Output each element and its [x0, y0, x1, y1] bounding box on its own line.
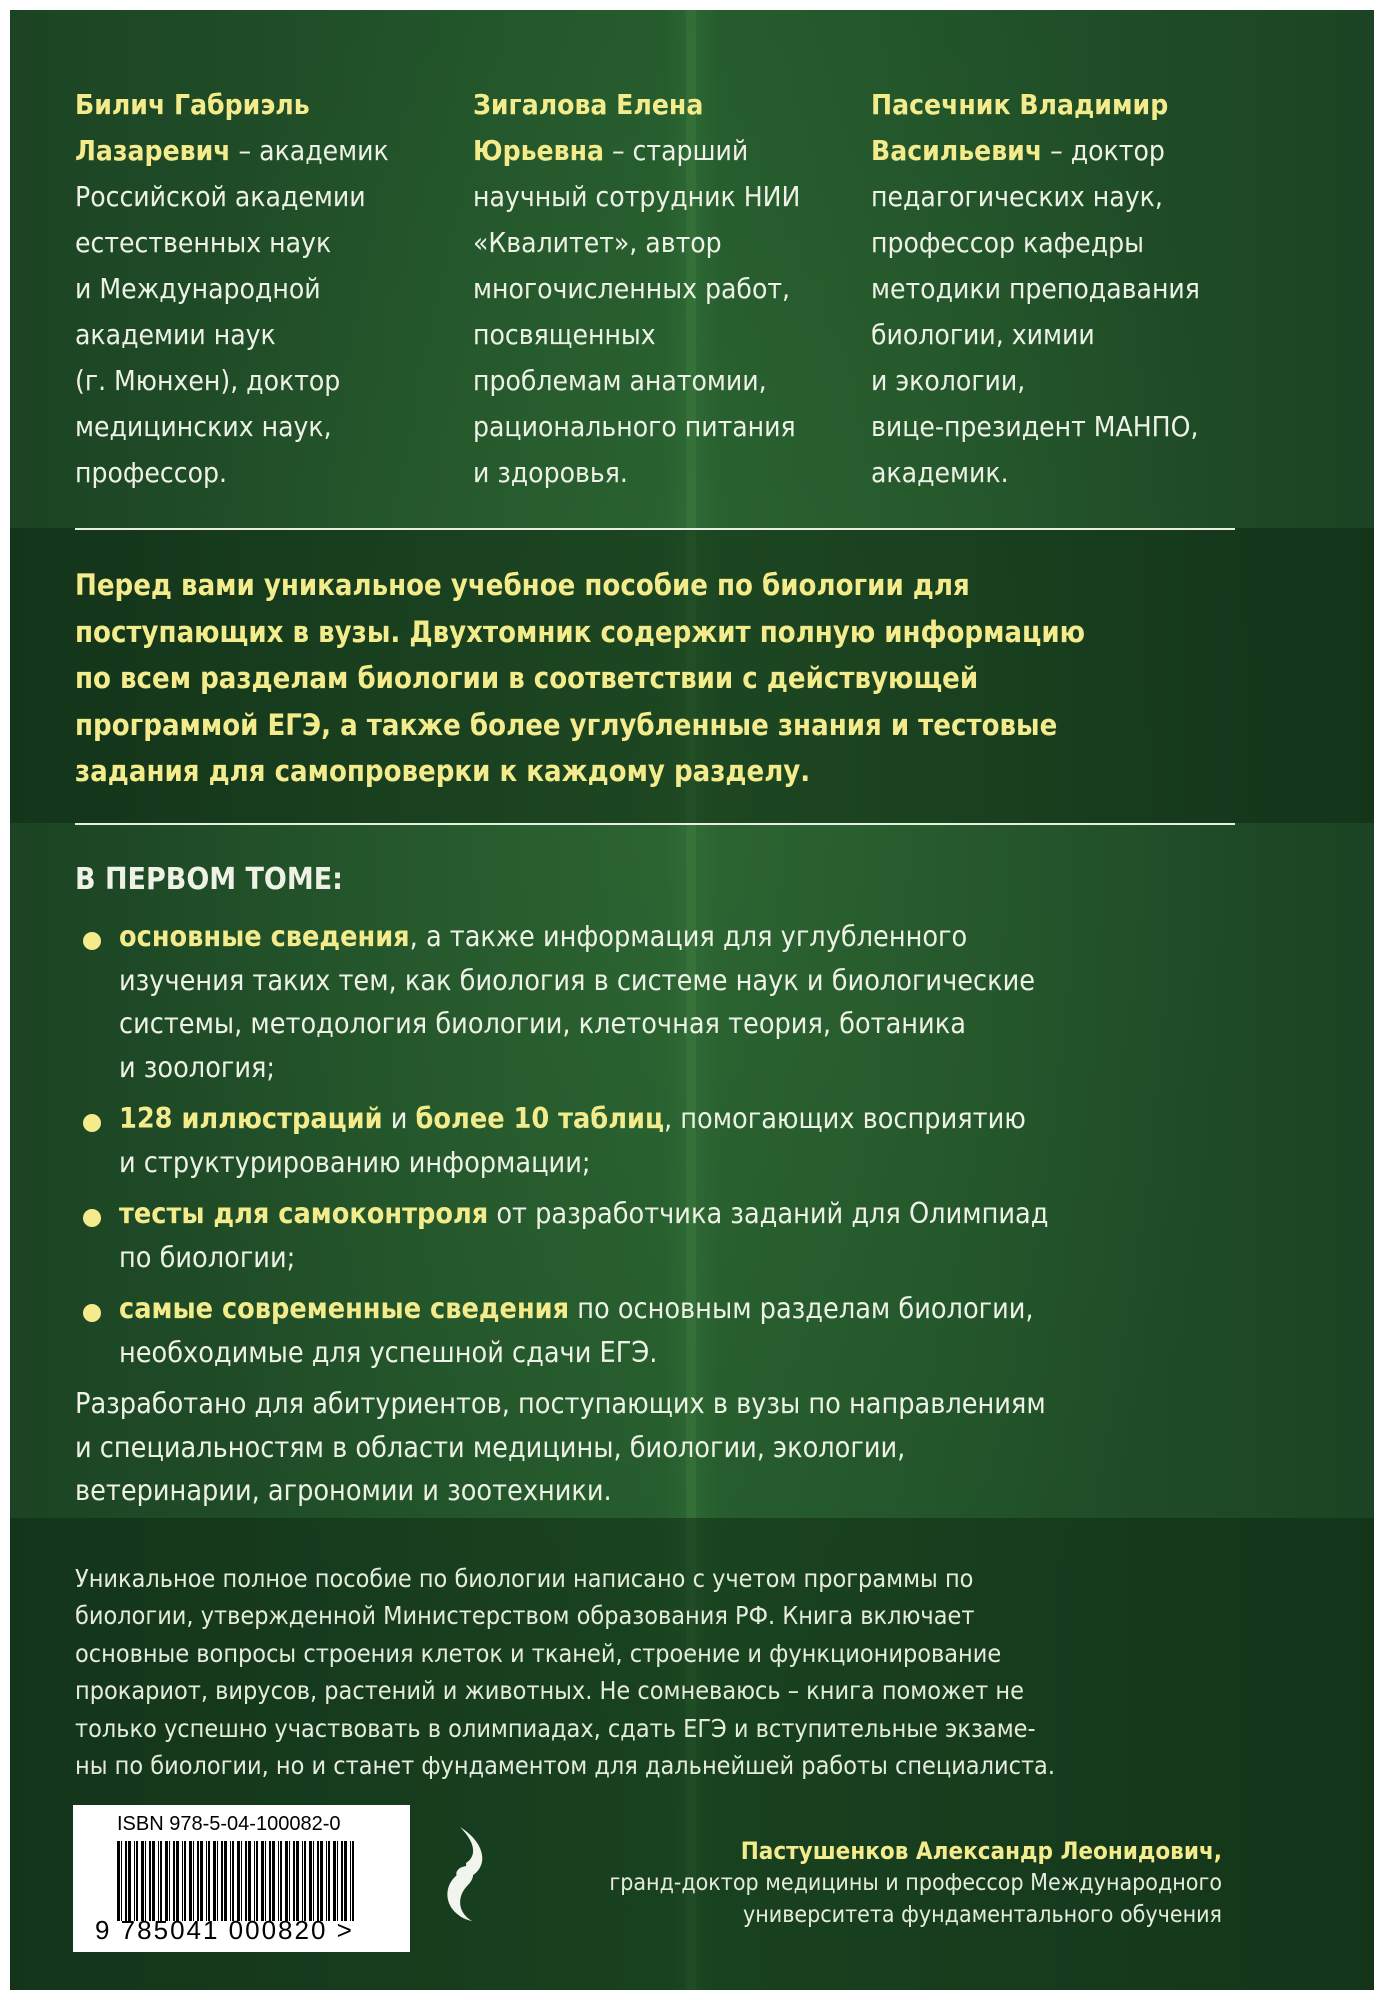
reviewer-name: Пастушенков Александр Леонидович,: [740, 1837, 1222, 1865]
text-line: [871, 358, 1200, 404]
text-segment: профессор кафедры: [871, 226, 1145, 259]
text-line: [75, 404, 389, 450]
feature-list: [75, 915, 1048, 1382]
highlighted-text: 128 иллюстраций: [119, 1102, 383, 1135]
text-segment: необходимые для успешной сдачи ЕГЭ.: [119, 1335, 658, 1369]
barcode-bar: [317, 1841, 319, 1921]
text-line: программой ЕГЭ, а также более углубленные знания и тестовые: [75, 707, 1058, 742]
intro-paragraph: [75, 562, 1085, 795]
audience-paragraph: [75, 1382, 1046, 1513]
text-segment: вице-президент МАНПО,: [871, 410, 1199, 443]
text-line: [119, 959, 1048, 1003]
barcode-bar: [221, 1841, 223, 1921]
text-segment: рационального питания: [473, 410, 796, 443]
barcode-bar: [278, 1841, 279, 1921]
barcode-bar: [213, 1841, 216, 1921]
barcode-bar: [333, 1841, 336, 1921]
text-line: [75, 82, 389, 128]
highlighted-text: самые современные сведения: [119, 1292, 570, 1325]
barcode-bar: [200, 1841, 203, 1921]
text-segment: и Международной: [75, 272, 321, 305]
highlighted-text: Васильевич: [871, 134, 1043, 167]
barcode-bar: [224, 1841, 227, 1921]
barcode-bar: [176, 1841, 179, 1921]
text-segment: – доктор: [1042, 134, 1165, 167]
barcode-bar: [141, 1841, 144, 1921]
text-segment: от разработчика заданий для Олимпиад: [488, 1197, 1049, 1230]
text-segment: медицинских наук,: [75, 410, 332, 443]
text-line: [473, 266, 800, 312]
publisher-logo-icon: [438, 1823, 498, 1923]
bullet-icon: [83, 1304, 101, 1322]
text-segment: естественных наук: [75, 226, 332, 259]
barcode-bar: [184, 1841, 186, 1921]
isbn-label: ISBN 978-5-04-100082-0: [117, 1813, 341, 1835]
text-segment: и: [382, 1102, 416, 1135]
barcode-bar: [280, 1841, 282, 1921]
barcode-bar: [241, 1841, 242, 1921]
barcode-bar: [320, 1841, 323, 1921]
bullet-icon: [83, 1209, 101, 1227]
barcode-bar: [173, 1841, 175, 1921]
text-line: [871, 404, 1200, 450]
barcode-bar: [197, 1841, 199, 1921]
text-line: [119, 1192, 1048, 1236]
text-line: [871, 450, 1200, 496]
text-line: задания для самопроверки к каждому разделу.: [75, 754, 811, 788]
barcode-bar: [182, 1841, 183, 1921]
barcode-bar: [309, 1841, 312, 1921]
barcode-bar: [217, 1841, 218, 1921]
text-line: [75, 220, 389, 266]
barcode-bar: [296, 1841, 299, 1921]
text-segment: (г. Мюнхен), доктор: [75, 364, 341, 397]
barcode-bar: [169, 1841, 170, 1921]
text-line: [473, 220, 800, 266]
barcode-bar: [341, 1841, 343, 1921]
book-back-cover: [10, 10, 1374, 1990]
text-segment: педагогических наук,: [871, 180, 1163, 213]
text-segment: «Квалитет», автор: [473, 226, 722, 259]
barcode-bar: [256, 1841, 258, 1921]
author-bilich: [75, 82, 389, 496]
text-line: [871, 82, 1200, 128]
text-line: биологии, утвержденной Министерством образования РФ. Книга включает: [75, 1601, 975, 1631]
text-line: [119, 1046, 1048, 1090]
highlighted-text: Юрьевна: [473, 134, 604, 167]
barcode-bar: [265, 1841, 266, 1921]
barcode-bar: [128, 1841, 131, 1921]
barcode-bar: [134, 1841, 135, 1921]
barcode-bars: [117, 1841, 377, 1921]
barcode-bar: [145, 1841, 146, 1921]
barcode-bar: [326, 1841, 327, 1921]
barcode-bar: [208, 1841, 210, 1921]
text-segment: биологии, химии: [871, 318, 1095, 351]
text-segment: – академик: [230, 134, 389, 167]
text-segment: изучения таких тем, как биология в системе наук и биологические: [119, 963, 1036, 997]
text-line: [871, 266, 1200, 312]
barcode-bar: [149, 1841, 151, 1921]
text-line: [75, 128, 389, 174]
reviewer-title-line: университета фундаментального обучения: [742, 1902, 1222, 1928]
text-segment: и структурированию информации;: [119, 1145, 591, 1179]
highlighted-text: тесты для самоконтроля: [119, 1197, 489, 1230]
text-line: по всем разделам биологии в соответствии с действующей: [75, 661, 979, 695]
barcode-bar: [160, 1841, 162, 1921]
barcode-bar: [165, 1841, 168, 1921]
barcode-bar: [272, 1841, 275, 1921]
bullet-icon: [83, 1114, 101, 1132]
text-line: [119, 1287, 1048, 1331]
text-line: [75, 358, 389, 404]
text-line: [75, 266, 389, 312]
barcode-bar: [206, 1841, 207, 1921]
barcode-bar: [232, 1841, 234, 1921]
barcode-bar: [285, 1841, 288, 1921]
text-line: [119, 1236, 1048, 1280]
divider: [75, 823, 1235, 825]
text-segment: профессор.: [75, 456, 228, 489]
text-segment: и зоология;: [119, 1050, 276, 1084]
highlighted-text: Зигалова Елена: [473, 88, 704, 121]
text-segment: Российской академии: [75, 180, 366, 213]
text-line: [119, 1097, 1048, 1141]
text-line: и специальностям в области медицины, биологии, экологии,: [75, 1430, 906, 1464]
barcode-bar: [121, 1841, 122, 1921]
section-heading: В ПЕРВОМ ТОМЕ:: [75, 862, 343, 897]
text-segment: и экологии,: [871, 364, 1026, 397]
text-segment: , а также информация для углубленного: [409, 920, 968, 953]
barcode-bar: [125, 1841, 127, 1921]
text-segment: академии наук: [75, 318, 276, 351]
review-paragraph: [75, 1560, 1055, 1784]
divider: [75, 528, 1235, 530]
text-line: [871, 220, 1200, 266]
barcode-bar: [189, 1841, 192, 1921]
barcode-bar: [136, 1841, 138, 1921]
text-segment: научный сотрудник НИИ: [473, 180, 801, 213]
barcode-bar: [344, 1841, 347, 1921]
text-segment: и здоровья.: [473, 456, 628, 489]
barcode-bar: [158, 1841, 159, 1921]
list-item: [75, 915, 1048, 1089]
barcode-bar: [337, 1841, 338, 1921]
barcode-bar: [313, 1841, 314, 1921]
text-line: [473, 128, 800, 174]
text-segment: – старший: [603, 134, 749, 167]
text-line: [119, 1331, 1048, 1375]
text-line: [119, 1002, 1048, 1046]
text-line: [473, 404, 800, 450]
text-line: Разработано для абитуриентов, поступающих в вузы по направлениям: [75, 1387, 1046, 1420]
highlighted-text: Лазаревич: [75, 134, 231, 167]
text-line: [473, 82, 800, 128]
barcode-bar: [293, 1841, 295, 1921]
text-line: [75, 174, 389, 220]
barcode-bar: [352, 1841, 354, 1921]
bullet-icon: [83, 932, 101, 950]
reviewer-signature: [609, 1835, 1222, 1931]
text-line: [871, 128, 1200, 174]
text-line: прокариот, вирусов, растений и животных. Не сомневаюсь – книга поможет не: [75, 1676, 1024, 1706]
text-line: ветеринарии, агрономии и зоотехники.: [75, 1474, 612, 1507]
barcode-bar: [193, 1841, 194, 1921]
barcode-bar: [302, 1841, 303, 1921]
barcode-bar: [152, 1841, 155, 1921]
highlighted-text: основные сведения: [119, 920, 410, 953]
author-pasechnik: [871, 82, 1200, 496]
barcode-bar: [304, 1841, 306, 1921]
text-line: поступающих в вузы. Двухтомник содержит полную информацию: [75, 614, 1085, 649]
text-line: [119, 915, 1048, 959]
barcode-bar: [117, 1841, 120, 1921]
text-line: [871, 312, 1200, 358]
text-line: основные вопросы строения клеток и тканей, строение и функционирование: [75, 1638, 1002, 1668]
text-line: [75, 450, 389, 496]
text-segment: проблемам анатомии,: [473, 364, 767, 397]
text-line: [119, 1141, 1048, 1185]
text-segment: системы, методология биологии, клеточная теория, ботаника: [119, 1007, 966, 1040]
list-item: [75, 1097, 1048, 1184]
barcode-bar: [245, 1841, 247, 1921]
text-line: [871, 174, 1200, 220]
text-segment: многочисленных работ,: [473, 272, 791, 305]
text-line: [473, 450, 800, 496]
barcode-bar: [254, 1841, 255, 1921]
text-segment: по биологии;: [119, 1240, 296, 1274]
text-line: ны по биологии, но и станет фундаментом для дальнейшей работы специалиста.: [75, 1751, 1055, 1781]
reviewer-title-line: гранд-доктор медицины и профессор Международного: [609, 1870, 1222, 1896]
text-line: [75, 312, 389, 358]
list-item: [75, 1287, 1048, 1374]
highlighted-text: более 10 таблиц: [415, 1102, 664, 1135]
text-segment: академик.: [871, 456, 1009, 489]
isbn-barcode: [73, 1805, 410, 1952]
list-item: [75, 1192, 1048, 1279]
barcode-bar: [237, 1841, 240, 1921]
text-line: [473, 358, 800, 404]
barcode-bar: [261, 1841, 264, 1921]
highlighted-text: Пасечник Владимир: [871, 88, 1169, 121]
text-line: Уникальное полное пособие по биологии написано с учетом программы по: [75, 1564, 974, 1593]
barcode-bar: [328, 1841, 330, 1921]
text-segment: методики преподавания: [871, 272, 1200, 305]
barcode-bar: [230, 1841, 231, 1921]
barcode-bar: [350, 1841, 351, 1921]
text-line: [473, 174, 800, 220]
barcode-digits: 9 785041 000820 >: [95, 1915, 354, 1945]
barcode-bar: [269, 1841, 271, 1921]
barcode-bar: [248, 1841, 251, 1921]
text-line: [473, 312, 800, 358]
text-line: только успешно участвовать в олимпиадах, сдать ЕГЭ и вступительные экзаме-: [75, 1713, 1036, 1743]
highlighted-text: Билич Габриэль: [75, 88, 310, 121]
barcode-bar: [289, 1841, 290, 1921]
author-zigalova: [473, 82, 800, 496]
text-segment: посвященных: [473, 318, 656, 351]
text-segment: по основным разделам биологии,: [569, 1292, 1034, 1325]
text-segment: , помогающих восприятию: [663, 1102, 1026, 1135]
text-line: Перед вами уникальное учебное пособие по биологии для: [75, 568, 970, 602]
